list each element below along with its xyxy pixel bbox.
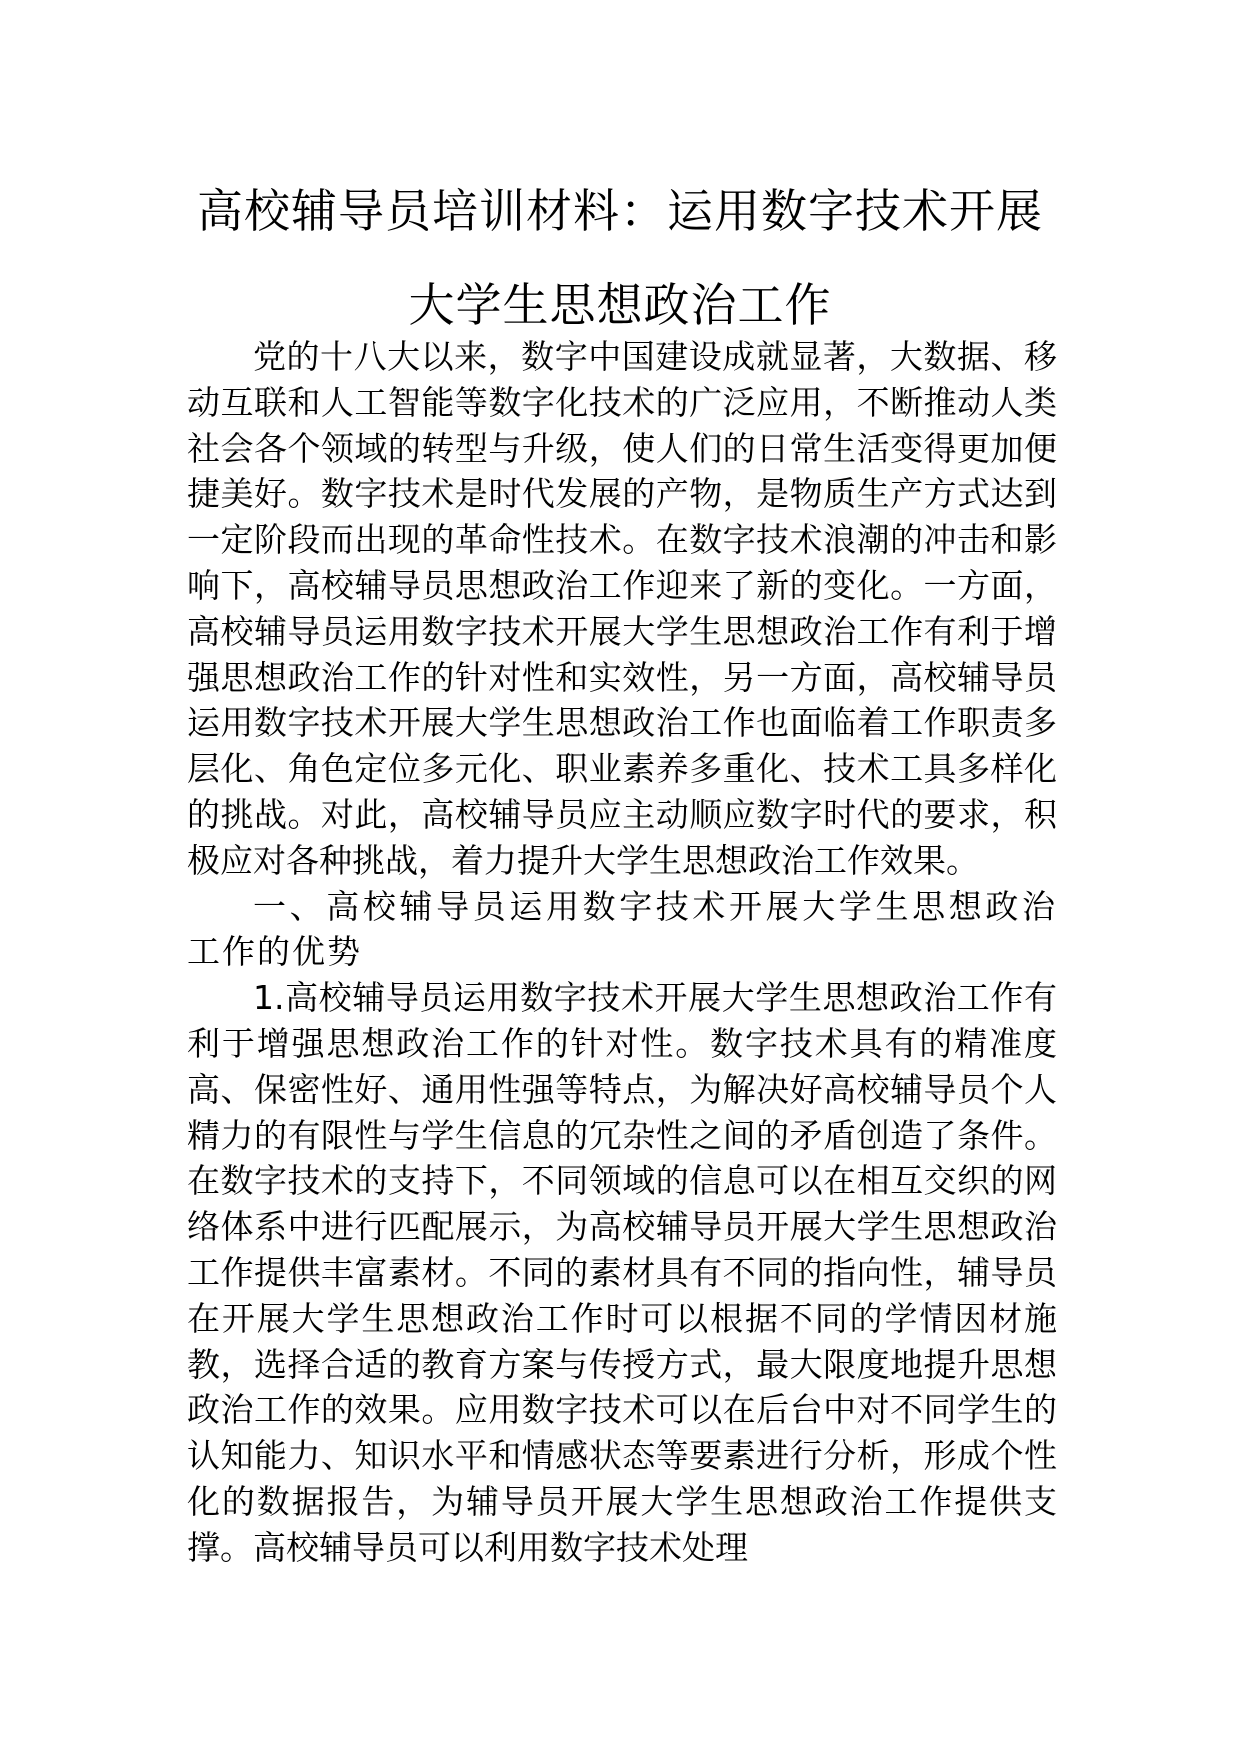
document-body [187,334,1057,1571]
intro-paragraph: 党的十八大以来，数字中国建设成就显著，大数据、移动互联和人工智能等数字化技术的广泛应用，不断推动人类社会各个领域的转型与升级，使人们的日常生活变得更加便捷美好。数字技术是时代发展的产物，是物质生产方式达到一定阶段而出现的革命性技术。在数字技术浪潮的冲击和影响下，高校辅导员思想政治工作迎来了新的变化。一方面，高校辅导员运用数字技术开展大学生思想政治工作有利于增强思想政治工作的针对性和实效性，另一方面，高校辅导员运用数字技术开展大学生思想政治工作也面临着工作职责多层化、角色定位多元化、职业素养多重化、技术工具多样化的挑战。对此，高校辅导员应主动顺应数字时代的要求，积极应对各种挑战，着力提升大学生思想政治工作效果。 [187,337,1057,880]
title-line-1: 高校辅导员培训材料：运用数字技术开展 [197,184,1043,238]
document-title [150,164,1090,352]
section-heading: 一、高校辅导员运用数字技术开展大学生思想政治工作的优势 [187,886,1057,972]
subsection-paragraph: 1.高校辅导员运用数字技术开展大学生思想政治工作有利于增强思想政治工作的针对性。数字技术具有的精准度高、保密性好、通用性强等特点，为解决好高校辅导员个人精力的有限性与学生信息的冗杂性之间的矛盾创造了条件。在数字技术的支持下，不同领域的信息可以在相互交织的网络体系中进行匹配展示，为高校辅导员开展大学生思想政治工作提供丰富素材。不同的素材具有不同的指向性，辅导员在开展大学生思想政治工作时可以根据不同的学情因材施教，选择合适的教育方案与传授方式，最大限度地提升思想政治工作的效果。应用数字技术可以在后台中对不同学生的认知能力、知识水平和情感状态等要素进行分析，形成个性化的数据报告，为辅导员开展大学生思想政治工作提供支撑。高校辅导员可以利用数字技术处理 [187,978,1057,1567]
title-line-2: 大学生思想政治工作 [408,278,832,332]
